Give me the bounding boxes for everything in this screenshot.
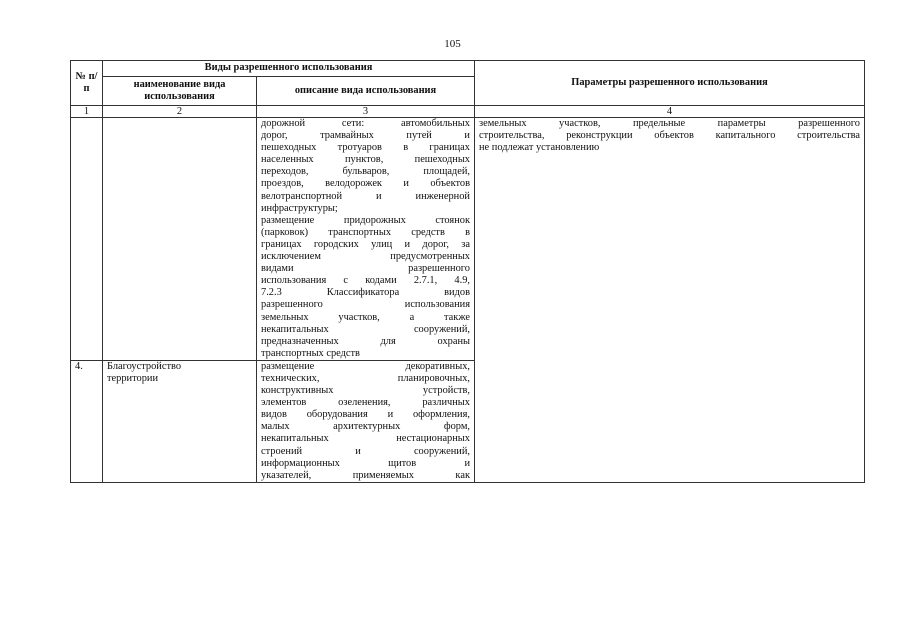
table-row [71,118,865,361]
description-line: земельных участков, а также [261,311,470,323]
use-name [103,118,257,361]
header-no: № п/п [71,61,103,106]
description-line: велотранспортной и инженерной [261,190,470,202]
description-line: строений и сооружений, [261,445,470,457]
column-number: 4 [475,106,865,118]
description-line: исключением предусмотренных [261,251,470,263]
row-number [71,118,103,361]
use-description [257,118,475,361]
description-line: населенных пунктов, пешеходных [261,154,470,166]
description-line: некапитальных нестационарных [261,433,470,445]
header-name: наименование вида использования [103,77,257,106]
description-line: указателей, применяемых как [261,469,470,481]
description-line: малых архитектурных форм, [261,421,470,433]
description-line: видами разрешенного [261,263,470,275]
header-group-title: Виды разрешенного использования [103,61,475,77]
description-line: пешеходных тротуаров в границах [261,142,470,154]
description-line: размещение придорожных стоянок [261,214,470,226]
name-line: Благоустройство [107,360,182,372]
description-line: (парковок) транспортных средств в [261,226,470,238]
header-description: описание вида использования [257,77,475,106]
params-line: земельных участков, предельные параметры разрешенного [479,118,860,129]
description-line: элементов озеленения, различных [261,397,470,409]
description-line: технических, планировочных, [261,372,470,384]
permitted-use-table [70,60,865,483]
name-line: территории [107,372,159,384]
params-line: не подлежат установлению [479,142,600,154]
column-number: 3 [257,106,475,118]
description-line: информационных щитов и [261,457,470,469]
description-line: предназначенных для охраны [261,335,470,347]
description-line: размещение декоративных, [261,360,470,372]
column-number: 1 [71,106,103,118]
description-line: 7.2.3 Классификатора видов [261,287,470,299]
row-number: 4. [71,360,103,482]
description-line: инфраструктуры; [261,202,338,214]
description-line: видов оборудования и оформления, [261,409,470,421]
page-number: 105 [444,38,461,50]
use-description [257,360,475,482]
use-name [103,360,257,482]
params-line: строительства, реконструкции объектов капитального строительства [479,130,860,142]
description-line: проездов, велодорожек и объектов [261,178,470,190]
description-line: использования с кодами 2.7.1, 4.9, [261,275,470,287]
column-number: 2 [103,106,257,118]
description-line: конструктивных устройств, [261,385,470,397]
description-line: некапитальных сооружений, [261,323,470,335]
description-line: границах городских улиц и дорог, за [261,238,470,250]
description-line: дорог, трамвайных путей и [261,130,470,142]
description-line: разрешенного использования [261,299,470,311]
header-params: Параметры разрешенного использования [475,61,865,106]
description-line: транспортных средств [261,347,360,359]
use-parameters [475,118,865,483]
description-line: переходов, бульваров, площадей, [261,166,470,178]
description-line: дорожной сети: автомобильных [261,118,470,129]
